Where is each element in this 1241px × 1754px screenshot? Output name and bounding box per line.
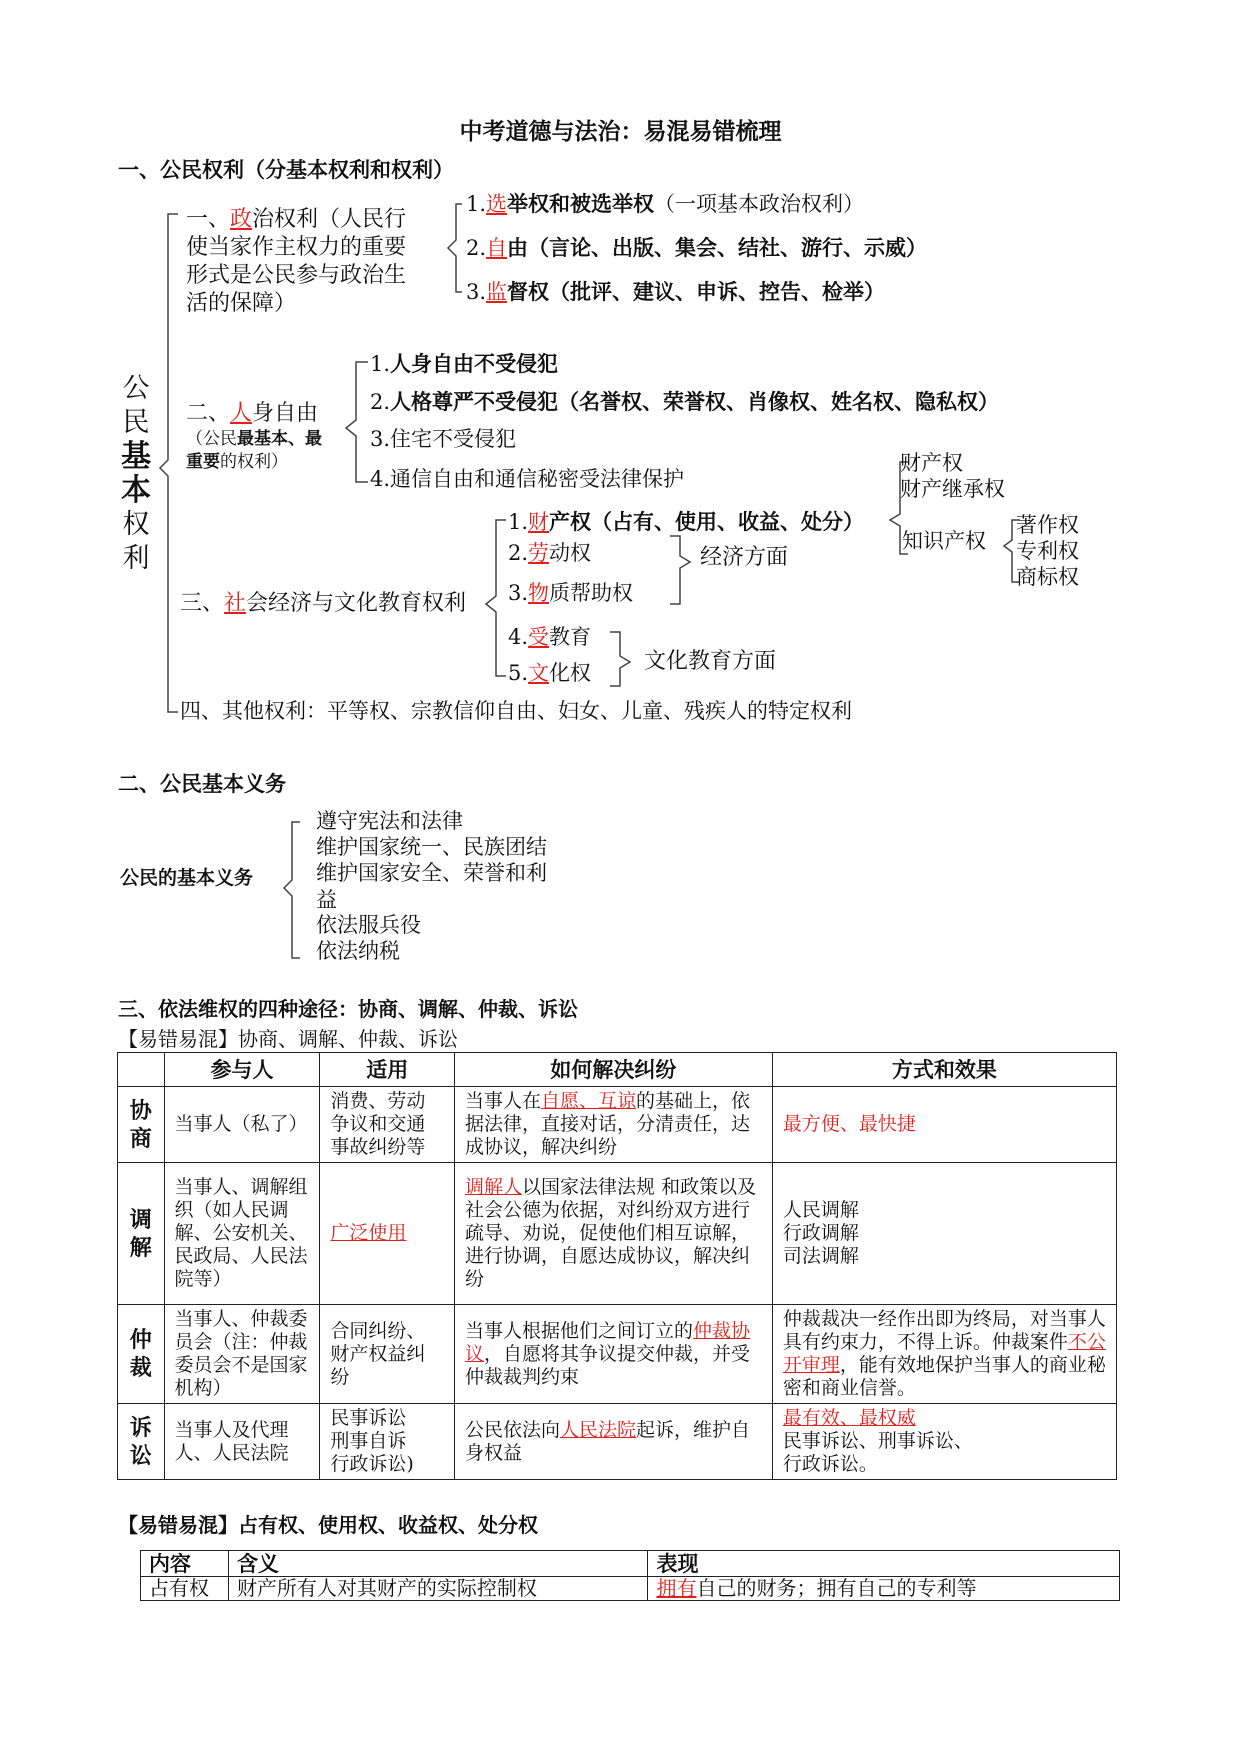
duty-item: 维护国家安全、荣誉和利益 — [316, 861, 547, 912]
section2-heading: 二、公民基本义务 — [118, 771, 286, 796]
header-cell: 表现 — [648, 1551, 1120, 1577]
header-cell: 如何解决纠纷 — [455, 1053, 773, 1087]
personal-item-4: 4.通信自由和通信秘密受法律保护 — [370, 467, 685, 491]
personal-freedom-node: 二、人身自由 — [186, 401, 319, 426]
table-row — [141, 1577, 1120, 1601]
table-row — [118, 1404, 1117, 1480]
duty-item: 依法服兵役 — [316, 913, 421, 937]
table-header-row — [118, 1053, 1117, 1087]
ip-branch-3: 商标权 — [1016, 565, 1079, 589]
row-name: 协 商 — [118, 1087, 165, 1163]
cell-meaning: 财产所有人对其财产的实际控制权 — [228, 1577, 648, 1601]
root-char: 公 — [122, 373, 150, 404]
property-branch-2: 财产继承权 — [900, 477, 1005, 501]
ip-branch-1: 著作权 — [1016, 513, 1079, 537]
root-char: 基 — [121, 439, 151, 474]
ip-label: 知识产权 — [902, 529, 986, 553]
header-cell: 方式和效果 — [772, 1053, 1116, 1087]
political-rights-node — [186, 206, 426, 318]
personal-item-3: 3.住宅不受侵犯 — [370, 427, 517, 451]
cell-effect: 最方便、最快捷 — [772, 1087, 1116, 1163]
cell-effect: 人民调解 行政调解 司法调解 — [772, 1163, 1116, 1305]
duty-item: 维护国家统一、民族团结 — [316, 835, 547, 859]
other-rights-node: 四、其他权利：平等权、宗教信仰自由、妇女、儿童、残疾人的特定权利 — [180, 699, 852, 723]
cell-show: 拥有自己的财务；拥有自己的专利等 — [648, 1577, 1120, 1601]
key-char: 政 — [230, 207, 253, 232]
header-cell: 适用 — [320, 1053, 455, 1087]
cell-content: 占有权 — [141, 1577, 229, 1601]
table-row — [118, 1163, 1117, 1305]
personal-item-2: 2.人格尊严不受侵犯（名誉权、荣誉权、肖像权、姓名权、隐私权） — [370, 389, 1000, 414]
property-branch-1: 财产权 — [900, 451, 963, 475]
political-item-2: 2.自由（言论、出版、集会、结社、游行、示威） — [466, 235, 928, 260]
cell-effect: 最有效、最权威 民事诉讼、刑事诉讼、 行政诉讼。 — [772, 1404, 1116, 1480]
root-label — [118, 372, 154, 576]
header-cell: 参与人 — [164, 1053, 320, 1087]
cell-participants: 当事人及代理人、人民法院 — [164, 1404, 320, 1480]
table-row — [118, 1087, 1117, 1163]
dispute-table — [117, 1052, 1117, 1480]
section1-heading: 一、公民权利（分基本权利和权利） — [118, 157, 454, 182]
personal-item-1: 1.人身自由不受侵犯 — [370, 351, 559, 376]
root-char: 权 — [122, 509, 150, 540]
duty-item: 依法纳税 — [316, 939, 400, 963]
table-row — [118, 1305, 1117, 1404]
row-name: 调 解 — [118, 1163, 165, 1305]
ip-branch-2: 专利权 — [1016, 539, 1079, 563]
political-item-3: 3.监督权（批评、建议、申诉、控告、检举） — [466, 279, 886, 304]
root-char: 民 — [122, 407, 150, 438]
social-item-2: 2.劳动权 — [508, 541, 592, 565]
cell-how: 调解人以国家法律法规 和政策以及社会公德为依据，对纠纷双方进行疏导、劝说，促使他们相互谅解，进行协调，自愿达成协议，解决纠纷 — [455, 1163, 773, 1305]
social-item-1: 1.财产权（占有、使用、收益、处分） — [508, 509, 865, 534]
cell-participants: 当事人、调解组织（如人民调解、公安机关、民政局、人民法院等） — [164, 1163, 320, 1305]
cell-applies: 民事诉讼 刑事自诉 行政诉讼) — [320, 1404, 455, 1480]
cell-participants: 当事人、仲裁委员会（注：仲裁委员会不是国家机构） — [164, 1305, 320, 1404]
table-header-row — [141, 1551, 1120, 1577]
header-cell: 含义 — [228, 1551, 648, 1577]
cell-applies: 消费、劳动争议和交通事故纠纷等 — [320, 1087, 455, 1163]
cell-how: 公民依法向人民法院起诉，维护自身权益 — [455, 1404, 773, 1480]
section3-heading: 三、依法维权的四种途径：协商、调解、仲裁、诉讼 — [118, 997, 578, 1021]
cell-applies: 合同纠纷、财产权益纠纷 — [320, 1305, 455, 1404]
node-prefix: 一、 — [186, 207, 231, 232]
social-item-5: 5.文化权 — [508, 661, 592, 685]
root-char: 利 — [122, 543, 150, 574]
property-rights-table — [140, 1550, 1120, 1601]
node-text: 治权利（人民行使当家作主权力的重要形式是公民参与政治生活的保障） — [186, 207, 407, 316]
section3-subheading: 【易错易混】协商、调解、仲裁、诉讼 — [118, 1027, 458, 1051]
header-cell: 内容 — [141, 1551, 229, 1577]
cell-participants: 当事人（私了） — [164, 1087, 320, 1163]
page-title: 中考道德与法治：易混易错梳理 — [459, 118, 782, 145]
cell-effect: 仲裁裁决一经作出即为终局，对当事人具有约束力，不得上诉。仲裁案件不公开审理，能有效地保护当事人的商业秘密和商业信誉。 — [772, 1305, 1116, 1404]
economic-label: 经济方面 — [700, 545, 789, 570]
culture-label: 文化教育方面 — [644, 649, 777, 674]
header-cell — [118, 1053, 165, 1087]
political-item-1: 1.选举权和被选举权（一项基本政治权利） — [466, 191, 865, 216]
root-char: 本 — [121, 473, 151, 508]
social-item-4: 4.受教育 — [508, 625, 592, 649]
cell-how: 当事人根据他们之间订立的仲裁协议，自愿将其争议提交仲裁，并受仲裁裁判约束 — [455, 1305, 773, 1404]
social-item-3: 3.物质帮助权 — [508, 581, 634, 605]
section4-heading: 【易错易混】占有权、使用权、收益权、处分权 — [118, 1513, 538, 1537]
duty-item: 遵守宪法和法律 — [316, 809, 463, 833]
social-rights-node: 三、社会经济与文化教育权利 — [180, 591, 467, 616]
cell-applies: 广泛使用 — [320, 1163, 455, 1305]
duties-label: 公民的基本义务 — [120, 867, 254, 889]
row-name: 诉 讼 — [118, 1404, 165, 1480]
personal-freedom-note: （公民最基本、最重要的权利） — [186, 429, 322, 472]
cell-how: 当事人在自愿、互谅的基础上，依据法律，直接对话，分清责任，达成协议，解决纠纷 — [455, 1087, 773, 1163]
row-name: 仲 裁 — [118, 1305, 165, 1404]
